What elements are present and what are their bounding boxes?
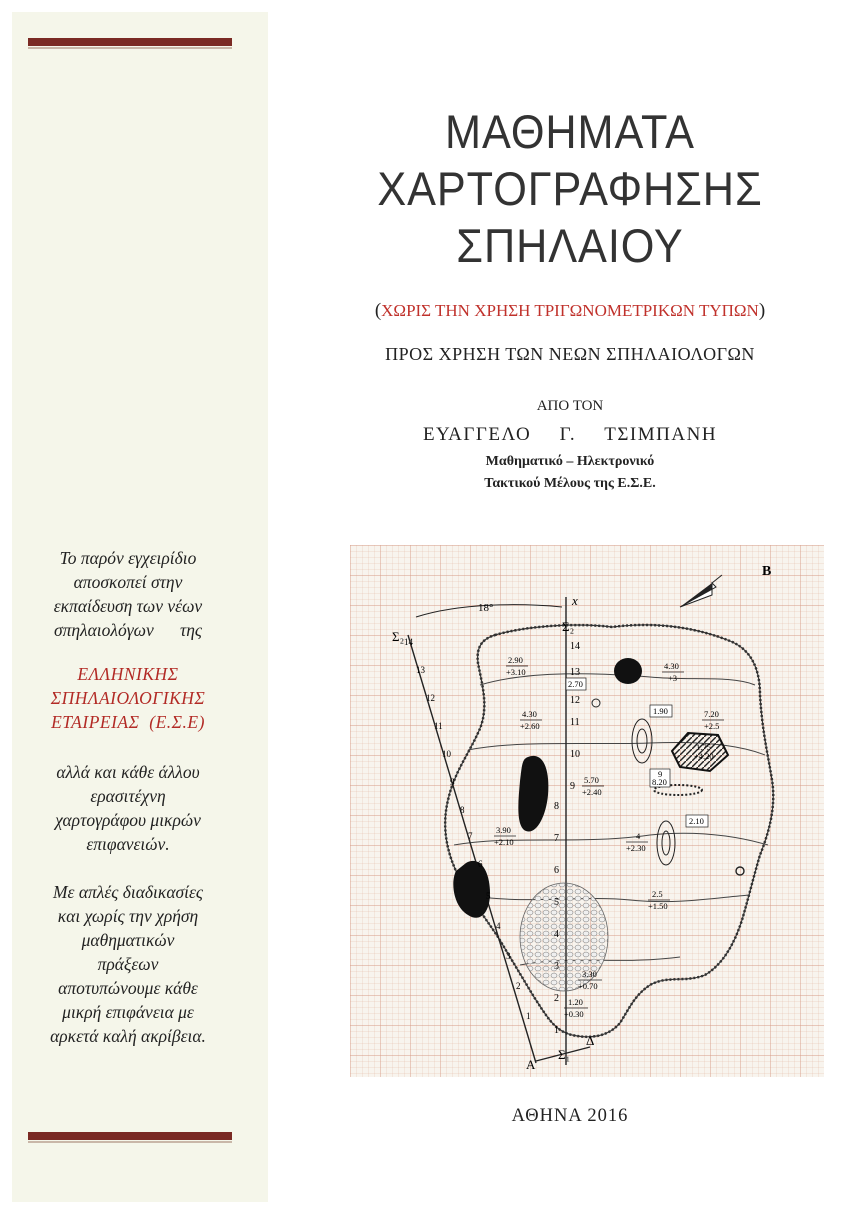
author-role-2: Τακτικού Μέλους της Ε.Σ.Ε. [484, 476, 656, 491]
axis-tick: 6 [554, 865, 559, 876]
closing-line: και χωρίς την χρήση [57, 906, 199, 926]
survey-tick: 14 [404, 637, 413, 647]
survey-tick: 10 [442, 749, 451, 759]
closing-line: μικρή επιφάνεια με [62, 1002, 194, 1022]
axis-tick: 3 [554, 961, 559, 972]
axis-tick: 8 [554, 801, 559, 812]
axis-tick: 2 [554, 993, 559, 1004]
measurement-top: 4 [636, 831, 641, 841]
measurement-top: 3.30 [582, 969, 597, 979]
closing-line: αρκετά καλή ακρίβεια. [50, 1026, 206, 1046]
survey-tick: 12 [426, 693, 435, 703]
measurement-bottom: +3.10 [506, 667, 526, 677]
intro-text [0, 546, 256, 642]
measurement-bottom: +0.70 [578, 981, 598, 991]
measurement-top: 5.70 [584, 775, 599, 785]
closing-line: μαθηματικών [81, 930, 175, 950]
axis-tick: 4 [554, 929, 559, 940]
intro-line: αποσκοπεί στην [73, 572, 183, 592]
axis-tick: 5 [554, 897, 559, 908]
measurement-top: 3.90 [496, 825, 511, 835]
axis-tick: 12 [570, 695, 580, 706]
measurement-top: 2.10 [689, 816, 704, 826]
measurement-bottom: +2.10 [494, 837, 514, 847]
society-line: ΕΤΑΙΡΕΙΑΣ (Ε.Σ.Ε) [51, 712, 205, 732]
closing-line: αποτυπώνουμε κάθε [58, 978, 198, 998]
point-d-label: Δ [586, 1033, 595, 1048]
middle-line: χαρτογράφου μικρών [55, 810, 201, 830]
measurement-bottom: +4.20 [694, 751, 714, 761]
measurement-top: 1.75 [696, 742, 711, 752]
sigma1-label: Σ₁ [558, 1047, 571, 1062]
author-name: ΕΥΑΓΓΕΛΟ Γ. ΤΣΙΜΠΑΝΗ [422, 424, 718, 445]
survey-tick: 13 [416, 665, 425, 675]
survey-tick: 6 [478, 859, 483, 869]
north-label: Β [762, 564, 772, 579]
cave-map-figure [350, 545, 824, 1077]
intro-line: σπηλαιολόγων της [53, 620, 203, 640]
survey-tick: 4 [496, 921, 501, 931]
measurement-top: 7.20 [704, 709, 719, 719]
middle-line: επιφανειών. [86, 834, 170, 854]
angle-label: 18° [478, 602, 494, 614]
measurement-top: 2.90 [508, 655, 523, 665]
subtitle-open-paren: ( [374, 300, 382, 321]
subtitle-close-paren: ) [758, 300, 766, 321]
middle-line: ερασιτέχνη [90, 786, 166, 806]
measurement-bottom: +2.30 [626, 843, 646, 853]
sigma2-left-label: Σ₂ [392, 629, 405, 644]
title-line-3: ΣΠΗΛΑΙΟΥ [456, 219, 684, 272]
survey-tick: 8 [460, 805, 465, 815]
measurement-bottom: +0.30 [564, 1009, 584, 1019]
axis-tick: 9 [570, 781, 575, 792]
measurement-bottom: +2.60 [520, 721, 540, 731]
measurement-top: 4.30 [522, 709, 537, 719]
axis-tick: 7 [554, 833, 559, 844]
society-line: ΣΠΗΛΑΙΟΛΟΓΙΚΗΣ [50, 688, 206, 708]
measurement-bottom: +2.5 [704, 721, 720, 731]
subtitle [290, 300, 848, 322]
survey-tick: 9 [450, 777, 455, 787]
survey-tick: 11 [434, 721, 443, 731]
society-name [0, 662, 256, 734]
axis-tick: 10 [570, 749, 580, 760]
audience-line: ΠΡΟΣ ΧΡΗΣΗ ΤΩΝ ΝΕΩΝ ΣΠΗΛΑΙΟΛΟΓΩΝ [385, 344, 755, 364]
middle-text [0, 760, 256, 856]
city-year: ΑΘΗΝΑ 2016 [511, 1106, 629, 1126]
survey-tick: 5 [486, 891, 491, 901]
title-line-2: ΧΑΡΤΟΓΡΑΦΗΣΗΣ [377, 162, 763, 215]
point-a-label: Α [526, 1057, 536, 1072]
axis-tick: 14 [570, 641, 580, 652]
axis-tick: 11 [570, 717, 580, 728]
axis-x-label: x [572, 593, 578, 608]
rock-feature [614, 658, 642, 684]
sigma2-mid-label: Σ₂ [562, 619, 575, 634]
title-line-1: ΜΑΘΗΜΑΤΑ [445, 105, 695, 158]
axis-tick: 1 [554, 1025, 559, 1036]
survey-tick: 3 [506, 951, 511, 961]
subtitle-text: ΧΩΡΙΣ ΤΗΝ ΧΡΗΣΗ ΤΡΙΓΩΝΟΜΕΤΡΙΚΩΝ ΤΥΠΩΝ [381, 301, 759, 320]
measurement-bottom: +1.50 [648, 901, 668, 911]
measurement-top: 2.70 [568, 679, 583, 689]
closing-line: πράξεων [97, 954, 159, 974]
measurement-top: 2.5 [652, 889, 663, 899]
intro-line: εκπαίδευση των νέων [53, 596, 203, 616]
society-line: ΕΛΛΗΝΙΚΗΣ [77, 664, 179, 684]
measurement-bottom: +2.40 [582, 787, 602, 797]
author-role-1: Μαθηματικό – Ηλεκτρονικό [485, 454, 655, 469]
measurement-bottom: 8.20 [652, 777, 667, 787]
measurement-top: 9 [658, 769, 663, 779]
intro-line: Το παρόν εγχειρίδιο [59, 548, 197, 568]
middle-line: αλλά και κάθε άλλου [56, 762, 200, 782]
measurement-top: 4.30 [664, 661, 679, 671]
from-label: ΑΠΟ ΤΟΝ [536, 398, 604, 414]
survey-tick: 1 [526, 1011, 531, 1021]
survey-tick: 2 [516, 981, 521, 991]
measurement-bottom: +3 [668, 673, 678, 683]
closing-line: Με απλές διαδικασίες [52, 882, 203, 902]
closing-text [0, 880, 256, 1048]
measurement-top: 1.20 [568, 997, 583, 1007]
survey-tick: 7 [468, 831, 473, 841]
measurement-top: 1.90 [653, 706, 668, 716]
axis-tick: 13 [570, 667, 580, 678]
decorative-bar-top [28, 38, 232, 46]
cave-map-svg [350, 545, 824, 1077]
decorative-bar-bottom [28, 1132, 232, 1140]
